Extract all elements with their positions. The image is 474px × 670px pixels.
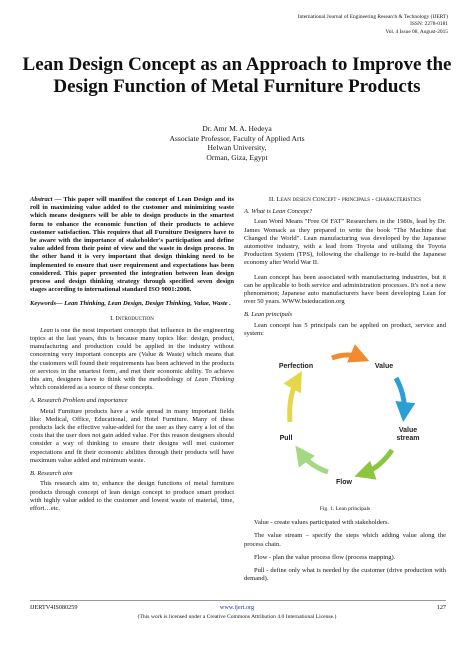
- journal-website-link[interactable]: www.ijert.org: [219, 604, 255, 611]
- lean-history-paragraph: Lean concept has been associated with manufacturing industries, but it can be applicable to both service and administration processes. It's not a new phenomenon; Japanese auto manufacturers have been developing Lean for over 50 years. WWW.bsieducation.org: [244, 273, 446, 306]
- paper-id: IJERTV4IS080259: [30, 604, 78, 611]
- intro-text-2: which considered as a source of these concepts.: [30, 384, 154, 392]
- label-value-stream-line1: Value: [398, 427, 418, 435]
- volume-issue: Vol. 4 Issue 08, August-2015: [385, 28, 448, 35]
- intro-lean-term: Lean: [40, 326, 53, 334]
- subsection-heading-research-aim: B. Research aim: [30, 470, 73, 478]
- abstract-label: Abstract: [30, 196, 53, 203]
- section-heading-introduction: I. Introduction: [110, 314, 154, 322]
- research-problem-paragraph: Metal Furniture products have a wide spread in many important fields like: Medical, Office, Educational, and Hotel Furniture. Many of these products lack the effective value-added for the user as they carry a lot of the costs that the user does not gain added value. For this reason designers should consider a way of thinking to ensure their designs will met customer expectations and fit their economic abilities through their products will have maximum value added and minimum waste.: [30, 407, 234, 464]
- page-number: 127: [436, 604, 446, 611]
- subsection-heading-research-problem: A. Research Problem and importance: [30, 397, 128, 405]
- abstract: [30, 196, 234, 294]
- label-pull: Pull: [279, 435, 293, 443]
- arrow-flow-to-pull: [300, 452, 328, 472]
- journal-header: [298, 14, 448, 36]
- subsection-heading-lean-principals: B. Lean principals: [244, 311, 293, 319]
- license-notice: (This work is licensed under a Creative Commons Attribution 4.0 International License.): [137, 614, 337, 620]
- author-name: Dr. Amr M. A. Hedeya: [202, 124, 272, 133]
- issn: ISSN: 2278-0181: [410, 21, 448, 28]
- abstract-text: — This paper will manifest the concept of Lean Design and its roll in maximizing value added to the customer and minimizing waste which means designers will be able to design products in the smartest form to enhance the economic function of their products to achieve customer satisfaction. This requires that all Furniture Designers have to be aware with the importance of stakeholder's participation and define value added from their point of view and the waste in design process. In the other hand it is very important that design thinking need to be implemented to ensure that user requirement and expectations has been considered. This paper presented the integration between lean design process and design thinking strategy through specified seven design stages according to international standard ISO 9001:2008.: [30, 196, 234, 294]
- intro-paragraph: [30, 327, 234, 393]
- footer-rule: [30, 600, 446, 601]
- keywords-text: Lean Thinking, Lean Design, Design Thinking, Value, Waste .: [64, 300, 231, 308]
- arrow-perfection-to-value: [332, 355, 362, 358]
- lean-principals-figure: [244, 338, 446, 503]
- subsection-heading-what-is-lean: A. What is Lean Concept?: [244, 208, 313, 216]
- label-value: Value: [374, 363, 394, 371]
- research-aim-paragraph: This research aim to, enhance the design functions of metal furniture products through concept of lean design concept to produce smart product with highly value added to the customer and lowest waste of material, time, effort…etc.: [30, 480, 234, 512]
- arrow-stream-to-flow: [362, 450, 392, 474]
- lean-cycle-diagram: [244, 338, 446, 503]
- figure-caption: Fig. 1. Lean principals: [319, 506, 371, 513]
- label-flow: Flow: [336, 479, 352, 487]
- intro-text-1: is one the most important concepts that influence in the engineering topics at the last years, this is because many topics like: design, product, manufacturing and production could be applied in the industry without concerning very important concepts are (Value & Waste) which means that the customers will found their requirements has been achieved in the products or services in the smartest form, and met their economic ability. To achieve this aim, designers have to think with the methodology of: [30, 326, 234, 384]
- paper-title: Lean Design Concept as an Approach to Improve the Design Function of Metal Furniture Products: [22, 54, 452, 97]
- right-column: [244, 196, 446, 583]
- author-location: Orman, Giza, Egypt: [206, 152, 268, 162]
- principle-flow: Flow - plan the value process flow (process mapping).: [254, 553, 396, 561]
- section-heading-lean-design: II. Lean design Concept - principals - characteristics: [268, 196, 422, 203]
- principle-value: Value - create values participated with stakeholders.: [254, 519, 390, 527]
- principle-pull: Pull - define only what is needed by the customer (drive production with demand).: [244, 567, 446, 583]
- intro-lean-thinking-term: Lean Thinking: [194, 376, 234, 384]
- author-university: Helwan University,: [207, 143, 267, 153]
- journal-name: International Journal of Engineering Research & Technology (IJERT): [297, 14, 448, 20]
- footer-center: [0, 604, 474, 611]
- label-value-stream: [397, 427, 420, 442]
- left-column: [30, 196, 234, 513]
- arrow-value-to-stream: [396, 378, 404, 414]
- principle-value-stream: The value stream – specify the steps which adding value along the process chain.: [244, 532, 446, 548]
- keywords: [30, 300, 234, 308]
- label-perfection: Perfection: [278, 363, 314, 371]
- author-position: Associate Professor, Faculty of Applied Arts: [169, 133, 305, 143]
- keywords-label: Keywords—: [30, 300, 65, 308]
- label-value-stream-line2: stream: [396, 435, 420, 443]
- author-block: [0, 124, 474, 162]
- arrow-pull-to-perfection: [290, 378, 298, 422]
- lean-principals-intro: Lean concept has 5 principals can be applied on product, service and system:: [244, 321, 446, 337]
- lean-definition-paragraph: Lean Word Means "Free Of FAT" Researchers in the 1980s, lead by Dr. James Womack as they prepared to write the book "The Machine that Changed the World". Lean manufacturing was developed by the Japanese automotive industry, with a lead from Toyota and utilising the Toyota Production System (TPS), following the challenge to re-build the Japanese economy after World War II.: [244, 218, 446, 267]
